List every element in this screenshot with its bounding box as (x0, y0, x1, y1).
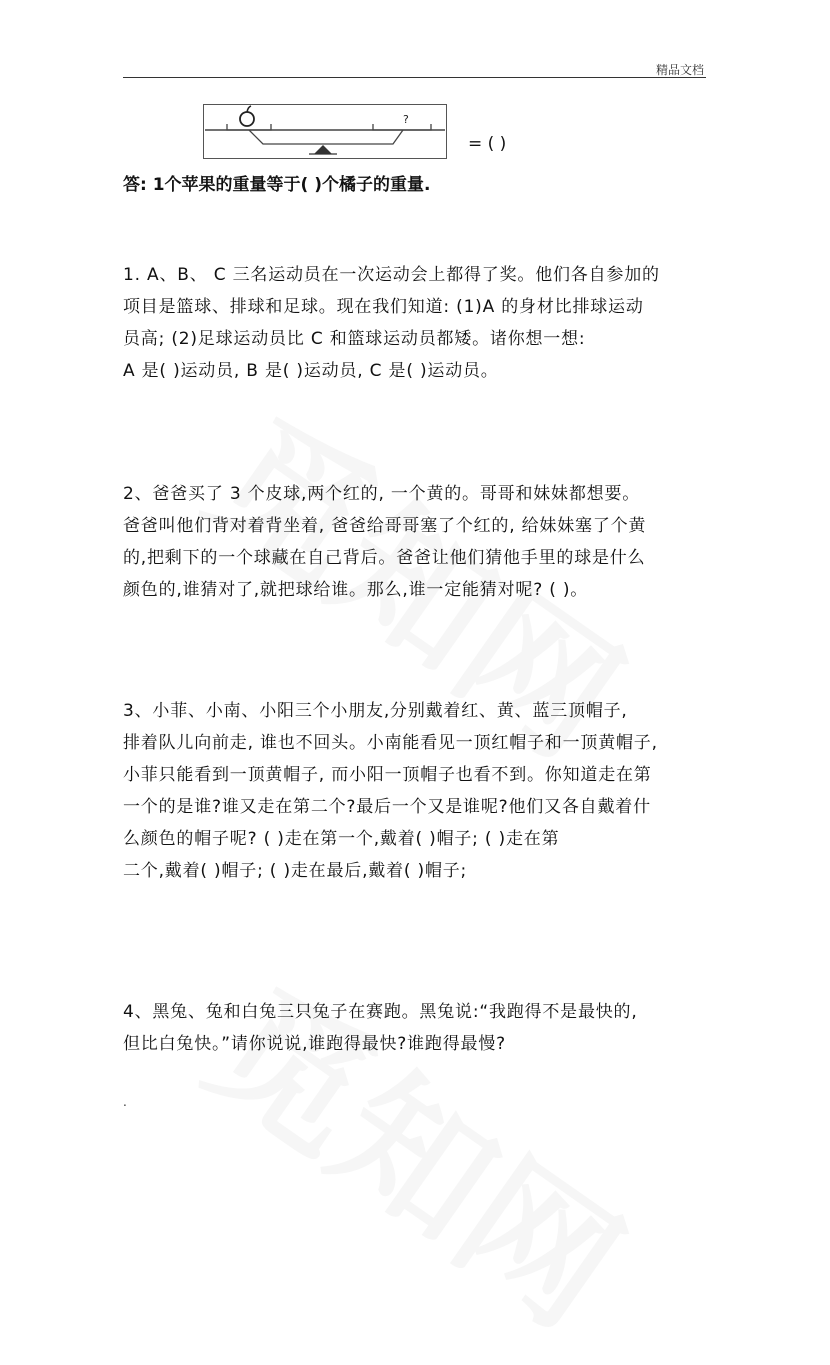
text-line: 员高; (2)足球运动员比 C 和篮球运动员都矮。诸你想一想: (123, 329, 586, 349)
header-rule (123, 77, 706, 78)
text-line: 3、小菲、小南、小阳三个小朋友,分别戴着红、黄、蓝三顶帽子, (123, 701, 628, 721)
text-line: 一个的是谁?谁又走在第二个?最后一个又是谁呢?他们又各自戴着什 (123, 797, 651, 817)
text-line: 但比白兔快。”请你说说,谁跑得最快?谁跑得最慢? (123, 1034, 506, 1054)
problem-4 (123, 996, 713, 1060)
text-line: 二个,戴着( )帽子; ( )走在最后,戴着( )帽子; (123, 861, 468, 881)
text-line: 么颜色的帽子呢? ( )走在第一个,戴着( )帽子; ( )走在第 (123, 829, 560, 849)
answer-line: 答: 1个苹果的重量等于( )个橘子的重量. (123, 175, 431, 195)
problem-2 (123, 478, 713, 606)
balance-scale-figure (203, 104, 447, 159)
text-line: 排着队儿向前走, 谁也不回头。小南能看见一顶红帽子和一顶黄帽子, (123, 733, 658, 753)
question-mark-label: ? (403, 113, 409, 126)
equals-blank: = ( ) (468, 134, 507, 154)
problem-3 (123, 695, 713, 887)
header-text: 精品文档 (655, 63, 704, 77)
text-line: A 是( )运动员, B 是( )运动员, C 是( )运动员。 (123, 361, 499, 381)
text-line: 颜色的,谁猜对了,就把球给谁。那么,谁一定能猜对呢? ( )。 (123, 580, 589, 600)
footer-mark: . (123, 1095, 127, 1109)
text-line: 爸爸叫他们背对着背坐着, 爸爸给哥哥塞了个红的, 给妹妹塞了个黄 (123, 516, 647, 536)
text-line: 2、爸爸买了 3 个皮球,两个红的, 一个黄的。哥哥和妹妹都想要。 (123, 484, 641, 504)
apple-icon (240, 106, 254, 126)
text-line: 4、黑兔、兔和白兔三只兔子在赛跑。黑兔说:“我跑得不是最快的, (123, 1002, 638, 1022)
problem-1 (123, 259, 713, 387)
text-line: 项目是篮球、排球和足球。现在我们知道: (1)A 的身材比排球运动 (123, 297, 644, 317)
text-line: 小菲只能看到一顶黄帽子, 而小阳一顶帽子也看不到。你知道走在第 (123, 765, 652, 785)
text-line: 1. A、B、 C 三名运动员在一次运动会上都得了奖。他们各自参加的 (123, 265, 660, 285)
text-line: 的,把剩下的一个球藏在自己背后。爸爸让他们猜他手里的球是什么 (123, 548, 646, 568)
